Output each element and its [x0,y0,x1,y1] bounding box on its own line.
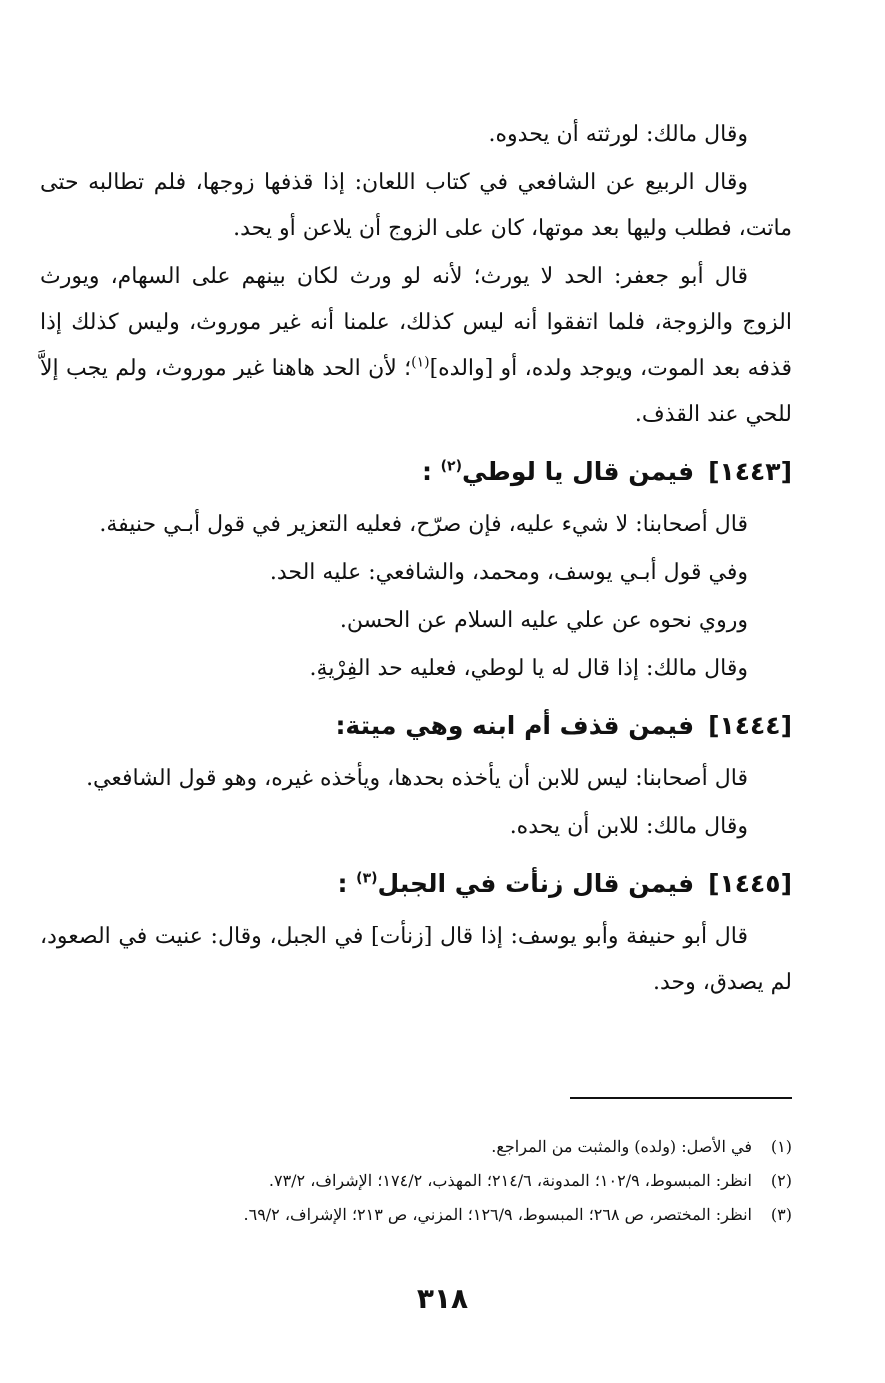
footnote-divider [570,1097,792,1099]
footnote-2 [40,1164,792,1198]
section-1444-paragraph-2: وقال مالك: للابن أن يحده. [509,814,748,839]
page-body [40,112,792,1008]
section-title: فيمن قال زنأت في الجبل [377,869,695,898]
section-1445-paragraph-1: قال أبو حنيفة وأبو يوسف: إذا قال [زنأت] في الجبل، وقال: عنيت في الصعود، لم يصدق، وحد. [40,924,792,995]
section-1443-paragraph-3: وروي نحوه عن علي عليه السلام عن الحسن. [339,608,748,633]
section-heading-1443: [١٤٤٣]فيمن قال يا لوطي$^{(٢)}$ : [421,457,792,486]
section-title: فيمن قال يا لوطي [462,457,695,486]
section-1443-paragraph-1: قال أصحابنا: لا شيء عليه، فإن صرّح، فعليه التعزير في قول أبـي حنيفة. [99,512,748,537]
section-number: [١٤٤٤] [708,711,792,740]
footnote-ref-3[interactable]: (٣) [356,870,378,887]
footnote-number: (٣) [770,1205,792,1224]
section-heading-1445: [١٤٤٥]فيمن قال زنأت في الجبل$^{(٣)}$ : [337,869,792,898]
section-heading-1444 [40,700,792,752]
footnotes [40,1130,792,1232]
body-paragraph-3: قال أبو جعفر: الحد لا يورث؛ لأنه لو ورث لكان بينهم على السهام، ويورث الزوج والزوجة، فلما اتفقوا أنه ليس كذلك، علمنا أنه غير موروث، وليس كذلك إذا قذفه بعد الموت، ويوجد ولده، أو [والده]$^{(١)}$؛ لأن الحد هاهنا غير موروث، ولم يجب إلاَّ للحي عند القذف. [40,264,793,427]
footnote-text: انظر: المبسوط، ١٠٢/٩؛ المدونة، ٢١٤/٦؛ المهذب، ١٧٤/٢؛ الإشراف، ٧٣/٢. [268,1171,752,1190]
footnote-text: في الأصل: (ولده) والمثبت من المراجع. [491,1137,752,1156]
footnote-text: انظر: المختصر، ص ٢٦٨؛ المبسوط، ١٢٦/٩؛ المزني، ص ٢١٣؛ الإشراف، ٦٩/٢. [243,1205,752,1224]
section-title: فيمن قذف أم ابنه وهي ميتة: [335,711,695,740]
section-number: [١٤٤٥] [708,869,792,898]
footnote-number: (٢) [770,1171,792,1190]
body-paragraph-1: وقال مالك: لورثته أن يحدوه. [488,122,748,147]
footnote-ref-1[interactable]: (١) [411,354,430,371]
footnote-1 [40,1130,792,1164]
section-1444-paragraph-1: قال أصحابنا: ليس للابن أن يأخذه بحدها، ويأخذه غيره، وهو قول الشافعي. [86,766,748,791]
footnote-number: (١) [770,1137,792,1156]
footnote-3 [40,1198,792,1232]
body-paragraph-2: وقال الربيع عن الشافعي في كتاب اللعان: إذا قذفها زوجها، فلم تطالبه حتى ماتت، فطلب وليها بعد موتها، كان على الزوج أن يلاعن أو يحد. [40,170,792,241]
section-1443-paragraph-4: وقال مالك: إذا قال له يا لوطي، فعليه حد الفِرْيةِ. [309,656,748,681]
page-number: ٣١٨ [416,1282,469,1315]
section-1443-paragraph-2: وفي قول أبـي يوسف، ومحمد، والشافعي: عليه الحد. [269,560,748,585]
footnote-ref-2[interactable]: (٢) [440,458,462,475]
section-number: [١٤٤٣] [708,457,792,486]
